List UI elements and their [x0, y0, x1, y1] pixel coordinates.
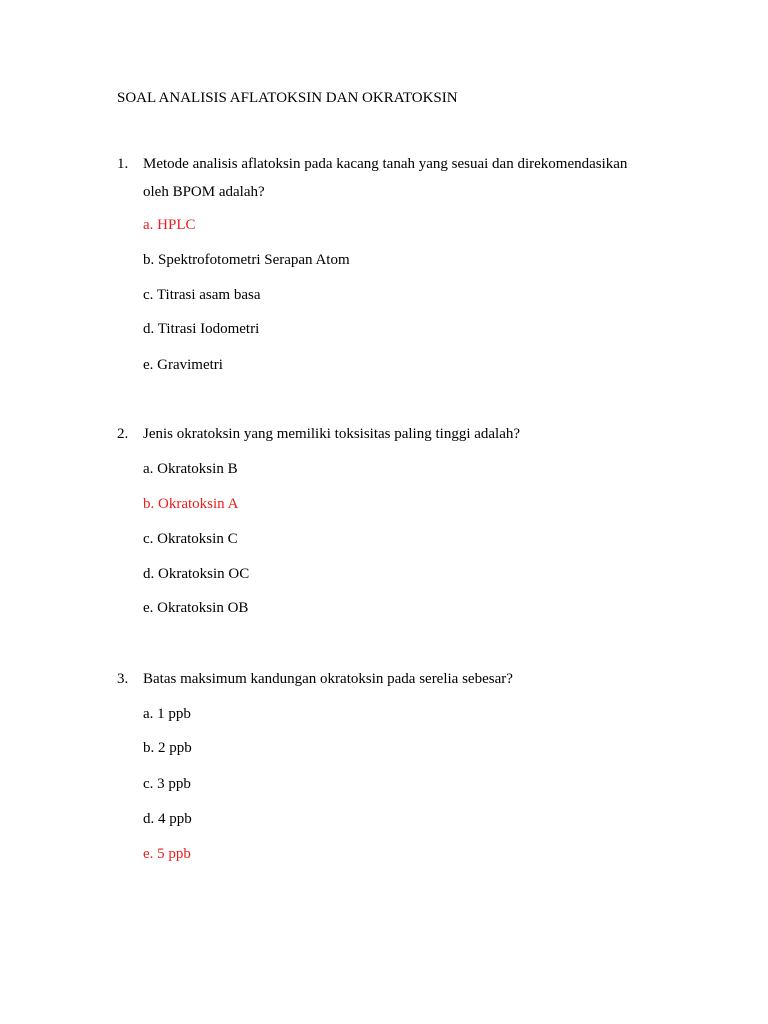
question-3-number: 3. [117, 671, 129, 687]
question-3-text-line1: Batas maksimum kandungan okratoksin pada serelia sebesar? [143, 671, 513, 687]
question-3-option-e: e. 5 ppb [143, 846, 191, 862]
question-2-option-d: d. Okratoksin OC [143, 566, 250, 582]
question-3-option-b: b. 2 ppb [143, 740, 192, 756]
question-3-option-c: c. 3 ppb [143, 776, 191, 792]
question-3-option-d: d. 4 ppb [143, 811, 192, 827]
question-2-text [143, 420, 663, 448]
document-title: SOAL ANALISIS AFLATOKSIN DAN OKRATOKSIN [117, 90, 458, 106]
question-1-text [143, 150, 663, 206]
question-3-option-a: a. 1 ppb [143, 706, 191, 722]
question-1-number: 1. [117, 156, 129, 172]
question-2-number: 2. [117, 426, 129, 442]
question-2-option-a: a. Okratoksin B [143, 461, 238, 477]
question-2-text-line1: Jenis okratoksin yang memiliki toksisitas paling tinggi adalah? [143, 426, 521, 442]
question-1-option-a: a. HPLC [143, 217, 196, 233]
question-1-text-line2: oleh BPOM adalah? [143, 184, 265, 200]
question-2-option-b: b. Okratoksin A [143, 496, 239, 512]
question-1-option-c: c. Titrasi asam basa [143, 287, 261, 303]
question-2-option-c: c. Okratoksin C [143, 531, 238, 547]
question-1-text-line1: Metode analisis aflatoksin pada kacang tanah yang sesuai dan direkomendasikan [143, 156, 628, 172]
question-2-option-e: e. Okratoksin OB [143, 600, 249, 616]
question-3-text [143, 665, 663, 693]
question-1-option-d: d. Titrasi Iodometri [143, 321, 260, 337]
question-1-option-e: e. Gravimetri [143, 357, 223, 373]
question-1-option-b: b. Spektrofotometri Serapan Atom [143, 252, 350, 268]
